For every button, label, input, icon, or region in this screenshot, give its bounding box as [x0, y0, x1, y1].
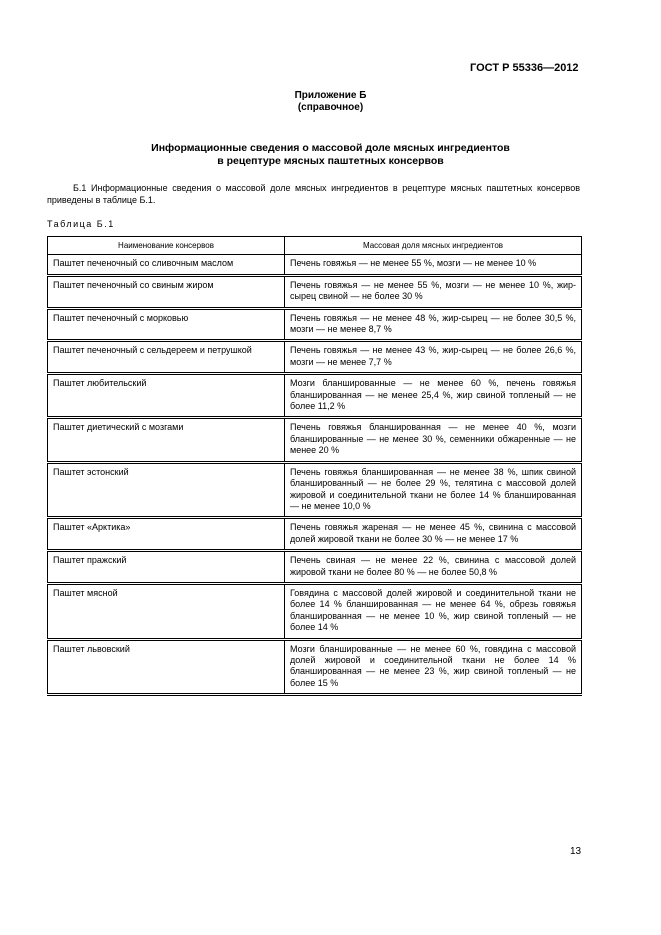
section-heading-line-1: Информационные сведения о массовой доле мясных ингредиентов [151, 142, 510, 154]
ingredient-share-cell: Мозги бланшированные — не менее 60 %, говядина с массовой долей жировой и соединительной ткани не более 14 % бланшированная — не менее 23 %, жир свиной топленый — не более 15 % [285, 639, 582, 695]
table-row [48, 551, 582, 584]
column-header-name: Наименование консервов [48, 237, 285, 255]
table-caption: Таблица Б.1 [47, 219, 115, 229]
table-row [48, 583, 582, 639]
page-number: 13 [570, 846, 582, 857]
appendix-subtitle: (справочное) [297, 102, 364, 113]
product-name-cell: Паштет печеночный со сливочным маслом [48, 255, 285, 275]
standard-number: ГОСТ Р 55336—2012 [470, 62, 579, 74]
section-heading [0, 142, 661, 168]
table-row [48, 418, 582, 462]
table-row [48, 518, 582, 551]
intro-paragraph: Б.1 Информационные сведения о массовой доле мясных ингредиентов в рецептуре мясных паштетных консервов приведены в таблице Б.1. [47, 183, 580, 205]
product-name-cell: Паштет печеночный со свиным жиром [48, 275, 285, 308]
product-name-cell: Паштет пражский [48, 551, 285, 584]
table-row [48, 308, 582, 341]
ingredient-share-cell: Печень говяжья бланшированная — не менее 38 %, шпик свиной бланшированный — не более 29 %, телятина с массовой долей жировой и соединительной ткани не более 14 % бланшированная — не менее 10,0 % [285, 462, 582, 518]
table-row [48, 639, 582, 695]
ingredient-share-cell: Печень говяжья бланшированная — не менее 40 %, мозги бланшированные — не менее 30 %, семенники обжаренные — не менее 20 % [285, 418, 582, 462]
product-name-cell: Паштет «Арктика» [48, 518, 285, 551]
table-row [48, 275, 582, 308]
product-name-cell: Паштет печеночный с сельдереем и петрушкой [48, 341, 285, 374]
table-row [48, 374, 582, 418]
product-name-cell: Паштет львовский [48, 639, 285, 695]
ingredient-share-cell: Мозги бланшированные — не менее 60 %, печень говяжья бланшированная — не менее 25,4 %, жир свиной топленый — не более 11,2 % [285, 374, 582, 418]
ingredient-share-cell: Печень говяжья — не менее 55 %, мозги — не менее 10 % [285, 255, 582, 275]
ingredient-share-cell: Говядина с массовой долей жировой и соединительной ткани не более 14 % бланшированная — не менее 64 %, обрезь говяжья бланшированная — не менее 10 %, жир свиной топленый — не более 14 % [285, 583, 582, 639]
ingredients-table [47, 236, 582, 696]
appendix-title: Приложение Б [294, 90, 367, 101]
product-name-cell: Паштет любительский [48, 374, 285, 418]
section-heading-line-2: в рецептуре мясных паштетных консервов [217, 155, 444, 167]
table-row [48, 341, 582, 374]
table-row [48, 255, 582, 275]
appendix-heading [0, 90, 661, 114]
ingredient-share-cell: Печень говяжья — не менее 55 %, мозги — не менее 10 %, жир-сырец свиной — не более 30 % [285, 275, 582, 308]
ingredient-share-cell: Печень говяжья — не менее 48 %, жир-сырец — не более 30,5 %, мозги — не менее 8,7 % [285, 308, 582, 341]
ingredient-share-cell: Печень говяжья жареная — не менее 45 %, свинина с массовой долей жировой ткани не более 30 % — не менее 17 % [285, 518, 582, 551]
ingredient-share-cell: Печень свиная — не менее 22 %, свинина с массовой долей жировой ткани не более 80 % — не более 50,8 % [285, 551, 582, 584]
product-name-cell: Паштет эстонский [48, 462, 285, 518]
table-header-row [48, 237, 582, 255]
table-row [48, 462, 582, 518]
column-header-share: Массовая доля мясных ингредиентов [285, 237, 582, 255]
product-name-cell: Паштет диетический с мозгами [48, 418, 285, 462]
product-name-cell: Паштет печеночный с морковью [48, 308, 285, 341]
ingredient-share-cell: Печень говяжья — не менее 43 %, жир-сырец — не более 26,6 %, мозги — не менее 7,7 % [285, 341, 582, 374]
product-name-cell: Паштет мясной [48, 583, 285, 639]
